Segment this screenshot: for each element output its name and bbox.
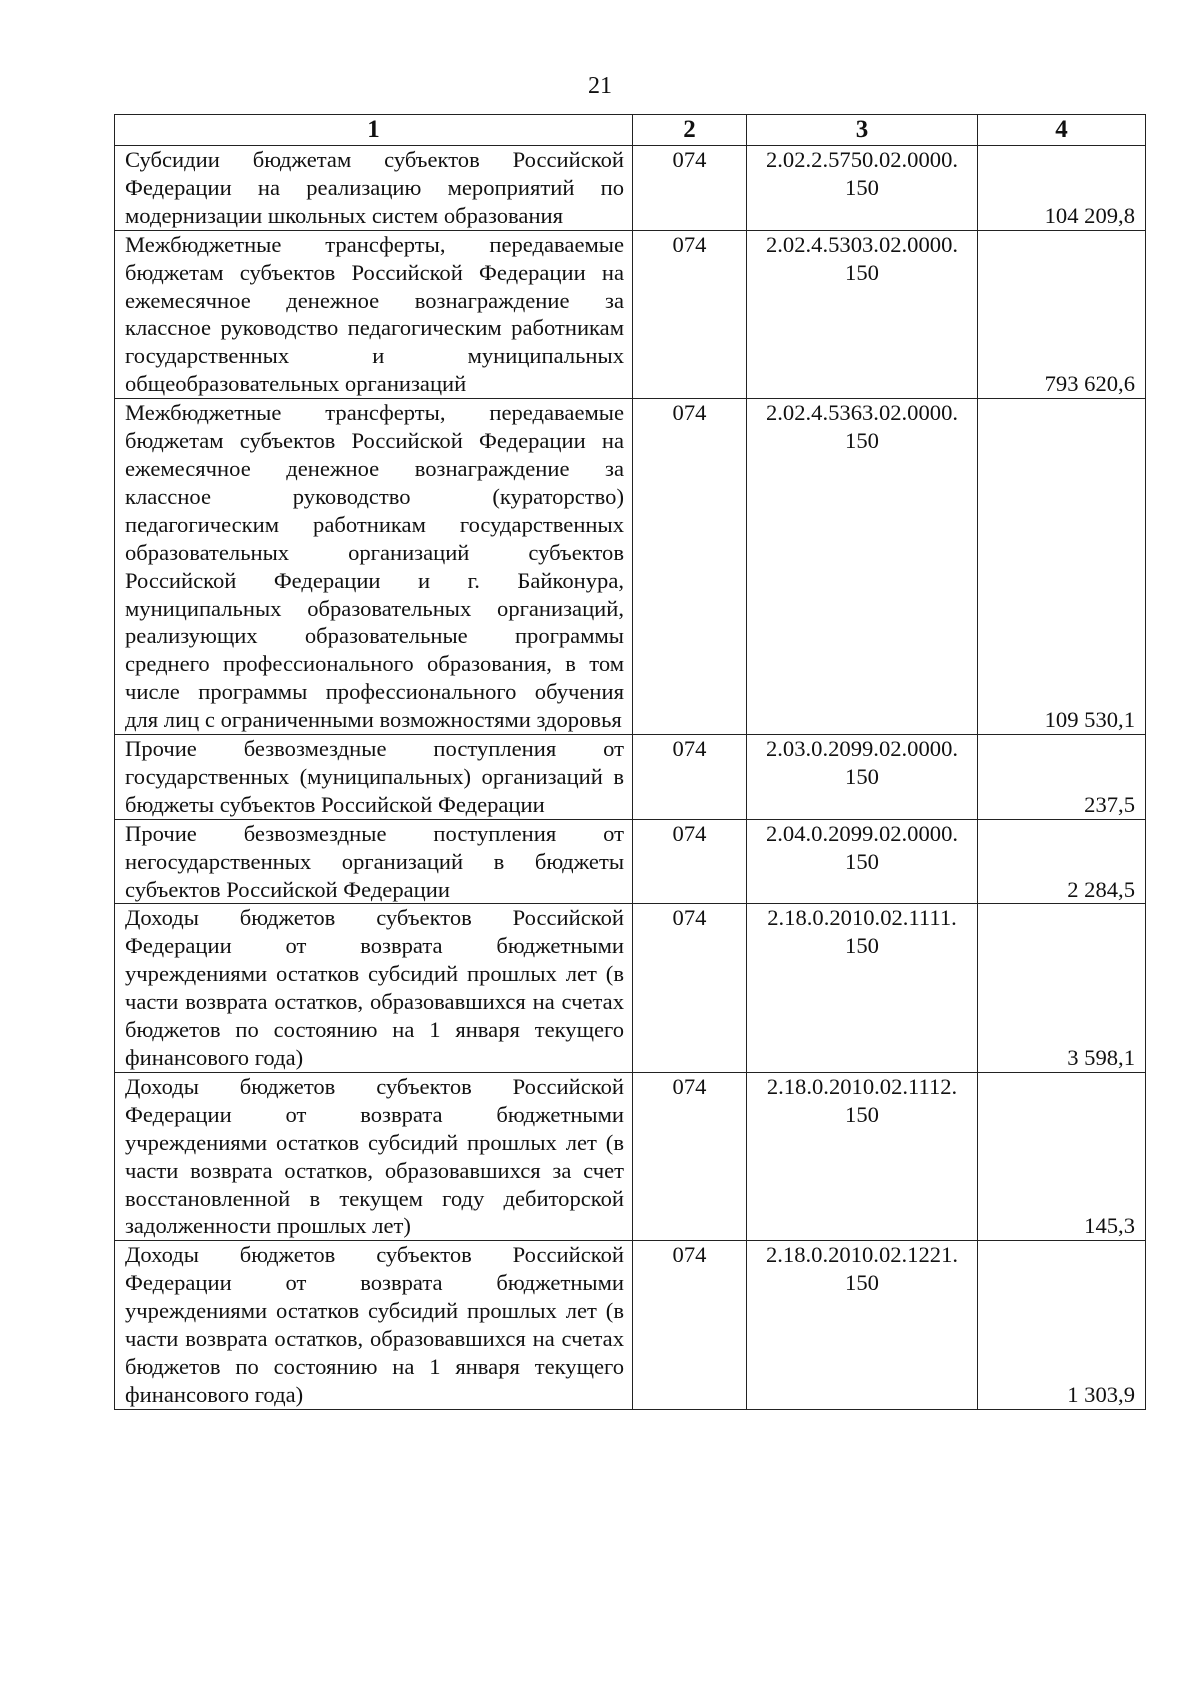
revenue-name-cell: Доходы бюджетов субъектов Российской Федерации от возврата бюджетными учреждениями остатков субсидий прошлых лет (в части возврата остатков, образовавшихся за счет восстановленной в текущем году дебиторской задолженности прошлых лет) bbox=[115, 1072, 633, 1240]
administrator-code-cell: 074 bbox=[633, 735, 747, 820]
column-header-2: 2 bbox=[633, 115, 747, 146]
table-row bbox=[115, 146, 1146, 231]
table-row bbox=[115, 230, 1146, 398]
revenue-name-cell: Доходы бюджетов субъектов Российской Федерации от возврата бюджетными учреждениями остатков субсидий прошлых лет (в части возврата остатков, образовавшихся на счетах бюджетов по состоянию на 1 января текущего финансового года) bbox=[115, 904, 633, 1072]
amount-cell: 145,3 bbox=[978, 1072, 1146, 1240]
amount-cell: 104 209,8 bbox=[978, 146, 1146, 231]
budget-classification-code-cell: 2.18.0.2010.02.1112. 150 bbox=[747, 1072, 978, 1240]
revenue-name-cell: Прочие безвозмездные поступления от негосударственных организаций в бюджеты субъектов Российской Федерации bbox=[115, 819, 633, 904]
column-header-1: 1 bbox=[115, 115, 633, 146]
budget-classification-code-cell: 2.02.4.5303.02.0000. 150 bbox=[747, 230, 978, 398]
budget-classification-code-cell: 2.04.0.2099.02.0000. 150 bbox=[747, 819, 978, 904]
budget-classification-code-cell: 2.18.0.2010.02.1221. 150 bbox=[747, 1241, 978, 1409]
amount-cell: 109 530,1 bbox=[978, 399, 1146, 735]
table-header-row bbox=[115, 115, 1146, 146]
administrator-code-cell: 074 bbox=[633, 146, 747, 231]
administrator-code-cell: 074 bbox=[633, 1072, 747, 1240]
revenue-name-cell: Прочие безвозмездные поступления от государственных (муниципальных) организаций в бюджеты субъектов Российской Федерации bbox=[115, 735, 633, 820]
administrator-code-cell: 074 bbox=[633, 230, 747, 398]
amount-cell: 3 598,1 bbox=[978, 904, 1146, 1072]
table-row bbox=[115, 819, 1146, 904]
table-row bbox=[115, 1241, 1146, 1409]
table-row bbox=[115, 399, 1146, 735]
revenue-name-cell: Межбюджетные трансферты, передаваемые бюджетам субъектов Российской Федерации на ежемесячное денежное вознаграждение за классное руководство педагогическим работникам государственных и муниципальных общеобразовательных организаций bbox=[115, 230, 633, 398]
administrator-code-cell: 074 bbox=[633, 1241, 747, 1409]
table-row bbox=[115, 1072, 1146, 1240]
table-row bbox=[115, 735, 1146, 820]
administrator-code-cell: 074 bbox=[633, 399, 747, 735]
amount-cell: 1 303,9 bbox=[978, 1241, 1146, 1409]
table-row bbox=[115, 904, 1146, 1072]
budget-classification-code-cell: 2.02.2.5750.02.0000. 150 bbox=[747, 146, 978, 231]
revenue-name-cell: Межбюджетные трансферты, передаваемые бюджетам субъектов Российской Федерации на ежемесячное денежное вознаграждение за классное руководство (кураторство) педагогическим работникам государственных образовательных организаций субъектов Российской Федерации и г. Байконура, муниципальных образовательных организаций, реализующих образовательные программы среднего профессионального образования, в том числе программы профессионального обучения для лиц с ограниченными возможностями здоровья bbox=[115, 399, 633, 735]
budget-revenue-table bbox=[114, 114, 1146, 1410]
column-header-3: 3 bbox=[747, 115, 978, 146]
administrator-code-cell: 074 bbox=[633, 904, 747, 1072]
page-number: 21 bbox=[588, 73, 612, 99]
revenue-name-cell: Субсидии бюджетам субъектов Российской Федерации на реализацию мероприятий по модернизации школьных систем образования bbox=[115, 146, 633, 231]
budget-classification-code-cell: 2.02.4.5363.02.0000. 150 bbox=[747, 399, 978, 735]
revenue-name-cell: Доходы бюджетов субъектов Российской Федерации от возврата бюджетными учреждениями остатков субсидий прошлых лет (в части возврата остатков, образовавшихся на счетах бюджетов по состоянию на 1 января текущего финансового года) bbox=[115, 1241, 633, 1409]
amount-cell: 793 620,6 bbox=[978, 230, 1146, 398]
amount-cell: 2 284,5 bbox=[978, 819, 1146, 904]
administrator-code-cell: 074 bbox=[633, 819, 747, 904]
budget-classification-code-cell: 2.03.0.2099.02.0000. 150 bbox=[747, 735, 978, 820]
column-header-4: 4 bbox=[978, 115, 1146, 146]
amount-cell: 237,5 bbox=[978, 735, 1146, 820]
budget-classification-code-cell: 2.18.0.2010.02.1111. 150 bbox=[747, 904, 978, 1072]
